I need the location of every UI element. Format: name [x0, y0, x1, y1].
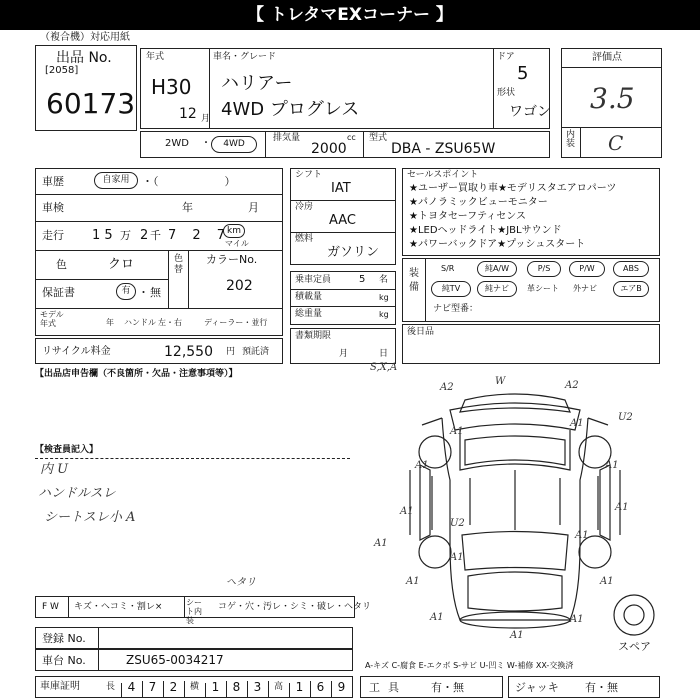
shift-value: IAT	[331, 181, 351, 196]
car-grade: 4WD プログレス	[221, 99, 360, 120]
legend-items: キズ・ヘコミ・割レ×	[74, 602, 163, 612]
warranty-sep: ・	[138, 286, 149, 299]
legend-fw: F W	[42, 602, 59, 612]
registration-label: 登録 No.	[42, 632, 86, 645]
warranty-none: 無	[150, 286, 161, 299]
navi-model: ナビ型番：	[433, 304, 479, 314]
diagram-mark: A1	[400, 506, 414, 517]
history-label: 車歴	[42, 175, 64, 188]
mechanical-box	[290, 168, 396, 265]
cert-digit: 9	[331, 681, 353, 697]
color-value: クロ	[108, 257, 135, 272]
diagram-mark: A1	[450, 552, 464, 563]
diagram-mark: A1	[374, 538, 388, 549]
doors-label: ドア	[497, 52, 515, 62]
diagram-mark: W	[495, 376, 506, 387]
displacement-unit: cc	[347, 133, 356, 142]
sales-point-item: ★パワーバックドア★プッシュスタート	[409, 239, 586, 250]
diagram-mark: A1	[615, 502, 629, 513]
inspection-label: 車検	[42, 201, 64, 214]
shift-label: シフト	[295, 170, 323, 180]
car-label: 車名・グレード	[213, 52, 277, 62]
cert-digit: 3	[247, 681, 269, 697]
inspector-note: シートスレ小 A	[44, 510, 136, 525]
model-label: 型式	[369, 133, 388, 143]
equip-aw: 純A/W	[477, 261, 517, 277]
shape-value: ワゴン	[509, 104, 551, 120]
diagram-mark: A1	[570, 418, 584, 429]
warranty-has: 有	[116, 283, 136, 300]
recycle-deposit: 預託済	[242, 347, 270, 357]
inspector-note: 内 U	[40, 462, 69, 477]
equip-abs: ABS	[613, 261, 649, 277]
cert-cells	[100, 677, 352, 697]
recycle-label: リサイクル料金	[42, 346, 111, 357]
load-label: 積載量	[295, 292, 323, 302]
diagram-mark: A1	[406, 576, 420, 587]
capacity-unit: 名	[379, 275, 389, 285]
legend-items2: コゲ・穴・汚レ・シミ・破レ・ヘタリ	[218, 602, 372, 612]
handle-value: 左・右	[158, 318, 182, 327]
model-year-year: 年	[106, 318, 114, 327]
cert-digit: 8	[226, 681, 248, 697]
dealer-value: ディーラー・並行	[204, 318, 268, 327]
diagram-mark: A1	[430, 612, 444, 623]
lot-seq: [2058]	[45, 65, 79, 76]
mileage-rest: 7 2 7	[168, 228, 232, 243]
capacity-label: 乗車定員	[295, 275, 332, 285]
cert-digit: 7	[142, 681, 164, 697]
interior-label: 内装	[566, 130, 576, 149]
postscript-label: 後日品	[407, 327, 435, 337]
year-value: H30	[151, 75, 192, 99]
capacity-box	[290, 271, 396, 325]
equipment-label: 装備	[409, 268, 419, 293]
sales-points-box	[402, 168, 660, 256]
mileage-km: km	[223, 224, 245, 238]
sales-point-item: ★LEDヘッドライト★JBLサウンド	[409, 225, 562, 236]
displacement-value: 2000	[311, 141, 347, 157]
mileage-man: 1 5	[92, 228, 113, 243]
equip-airbag: エアB	[613, 281, 649, 297]
equip-leather: 革シート	[527, 284, 559, 293]
cert-dimension-label: 長	[100, 683, 122, 697]
cert-digit: 1	[205, 681, 227, 697]
color-code-label: カラーNo.	[206, 253, 258, 266]
load-unit: kg	[379, 293, 389, 302]
interior-value: C	[608, 131, 624, 155]
tools-row	[360, 676, 503, 698]
sales-point-item: ★ユーザー買取り車★モデリスタエアロパーツ	[409, 183, 617, 194]
recycle-unit: 円	[226, 347, 236, 357]
cert-digit: 2	[163, 681, 185, 697]
cert-dimension-label: 高	[268, 683, 290, 697]
chassis-label: 車台 No.	[42, 654, 86, 667]
diagram-mark: S,X,A	[370, 362, 398, 373]
year-month: 12	[179, 106, 197, 122]
header-note: （複合機）対応用紙	[40, 32, 130, 43]
legend-seat: シート内装	[186, 598, 202, 625]
lot-number: 60173	[46, 87, 136, 120]
banner: 【 トレタマEXコーナー 】	[0, 0, 700, 30]
inspector-label: 【検査員記入】	[35, 445, 99, 455]
chassis-value: ZSU65-0034217	[126, 653, 224, 667]
year-label: 年式	[146, 52, 165, 62]
color-label: 色	[56, 258, 67, 271]
cert-digit: 1	[289, 681, 311, 697]
chassis-row	[35, 649, 353, 671]
car-diagram	[370, 362, 660, 660]
cert-digit: 4	[121, 681, 143, 697]
model-value: DBA - ZSU65W	[391, 141, 496, 157]
handle-label: ハンドル	[124, 318, 156, 327]
fuel-value: ガソリン	[327, 245, 380, 260]
diagram-mark: U2	[450, 518, 465, 529]
jack-value: 有・無	[585, 681, 618, 694]
ac-label: 冷房	[295, 202, 314, 212]
damage-legend: A-キズ C-腐食 E-エクボ S-サビ U-凹ミ W-補修 XX-交換済	[365, 661, 574, 670]
recycle-value: 12,550	[164, 344, 213, 360]
mileage-label: 走行	[42, 229, 64, 242]
history-rest: ・（ ）	[142, 175, 236, 188]
expiry-month: 月	[339, 349, 349, 359]
notes-label: 【出品店申告欄（不良箇所・欠品・注意事項等）】	[35, 369, 238, 379]
jack-row	[508, 676, 660, 698]
diagram-mark: A2	[440, 382, 454, 393]
weight-label: 総重量	[295, 309, 323, 319]
vehicle-box	[140, 48, 550, 129]
tools-value: 有・無	[431, 681, 464, 694]
equip-navi: 純ナビ	[477, 281, 517, 297]
weight-unit: kg	[379, 310, 389, 319]
ac-value: AAC	[329, 213, 356, 228]
year-month-unit: 月	[201, 114, 211, 124]
jack-label: ジャッキ	[515, 681, 559, 694]
registration-row	[35, 627, 353, 649]
expiry-label: 書類期限	[295, 331, 332, 341]
inspector-note: ハンドルスレ	[38, 486, 116, 501]
sales-point-item: ★トヨタセーフティセンス	[409, 211, 526, 222]
displacement-label: 排気量	[273, 133, 301, 143]
score-label: 評価点	[592, 52, 622, 63]
doors-value: 5	[517, 63, 529, 84]
mileage-sen-unit: 千	[150, 229, 161, 242]
color-code: 202	[226, 278, 253, 294]
shape-label: 形状	[497, 88, 516, 98]
diagram-mark: A1	[415, 460, 429, 471]
info-block	[35, 168, 283, 336]
diagram-mark: A1	[570, 614, 584, 625]
diagram-mark: U2	[618, 412, 633, 423]
model-year-label: モデル年式	[40, 310, 64, 328]
fuel-label: 燃料	[295, 234, 314, 244]
spare-label: スペア	[618, 640, 651, 653]
diagram-mark: A1	[510, 630, 524, 641]
cert-digit: 6	[310, 681, 332, 697]
tools-label: 工具	[369, 681, 407, 694]
diagram-mark: A1	[600, 576, 614, 587]
recycle-row	[35, 338, 283, 364]
mileage-sen: 2	[140, 228, 149, 243]
cert-label: 車庫証明	[40, 681, 80, 692]
score-box	[561, 48, 662, 158]
spec-row: 2WD ・ 4WD 排気量 cc 2000 型式 DBA - ZSU65W	[140, 131, 550, 158]
equipment-box	[402, 258, 660, 322]
postscript-box	[402, 324, 660, 364]
sales-point-item: ★パノラミックビューモニター	[409, 197, 548, 208]
cert-row	[35, 676, 353, 698]
equip-pw: P/W	[569, 261, 605, 277]
diagram-mark: A2	[565, 380, 579, 391]
equip-sr: S/R	[441, 264, 455, 273]
mileage-mile: マイル	[225, 239, 249, 248]
expiry-box	[290, 328, 396, 364]
lot-label: 出品 No.	[56, 50, 112, 66]
mileage-man-unit: 万	[120, 229, 131, 242]
expiry-day: 日	[379, 349, 389, 359]
warranty-label: 保証書	[42, 286, 75, 299]
diagram-mark: A1	[450, 426, 464, 437]
equip-ext-navi: 外ナビ	[573, 284, 597, 293]
lot-box	[35, 45, 137, 131]
history-value: 自家用	[94, 172, 138, 189]
cert-dimension-label: 横	[184, 683, 206, 697]
legend-annotation: ヘタリ	[226, 577, 256, 588]
score-value: 3.5	[590, 82, 635, 115]
car-name: ハリアー	[221, 73, 293, 94]
drive-2wd: 2WD	[165, 138, 189, 149]
equip-ps: P/S	[527, 261, 561, 277]
sales-points-label: セールスポイント	[407, 170, 479, 180]
equip-tv: 純TV	[431, 281, 471, 297]
legend-row	[35, 596, 372, 625]
diagram-mark: A1	[575, 530, 589, 541]
inspection-year: 年	[182, 201, 193, 214]
diagram-mark: A1	[605, 460, 619, 471]
drive-4wd: 4WD	[211, 136, 257, 153]
capacity-value: 5	[359, 274, 366, 285]
inspection-month: 月	[248, 201, 259, 214]
color-change-label: 色替	[174, 254, 184, 275]
